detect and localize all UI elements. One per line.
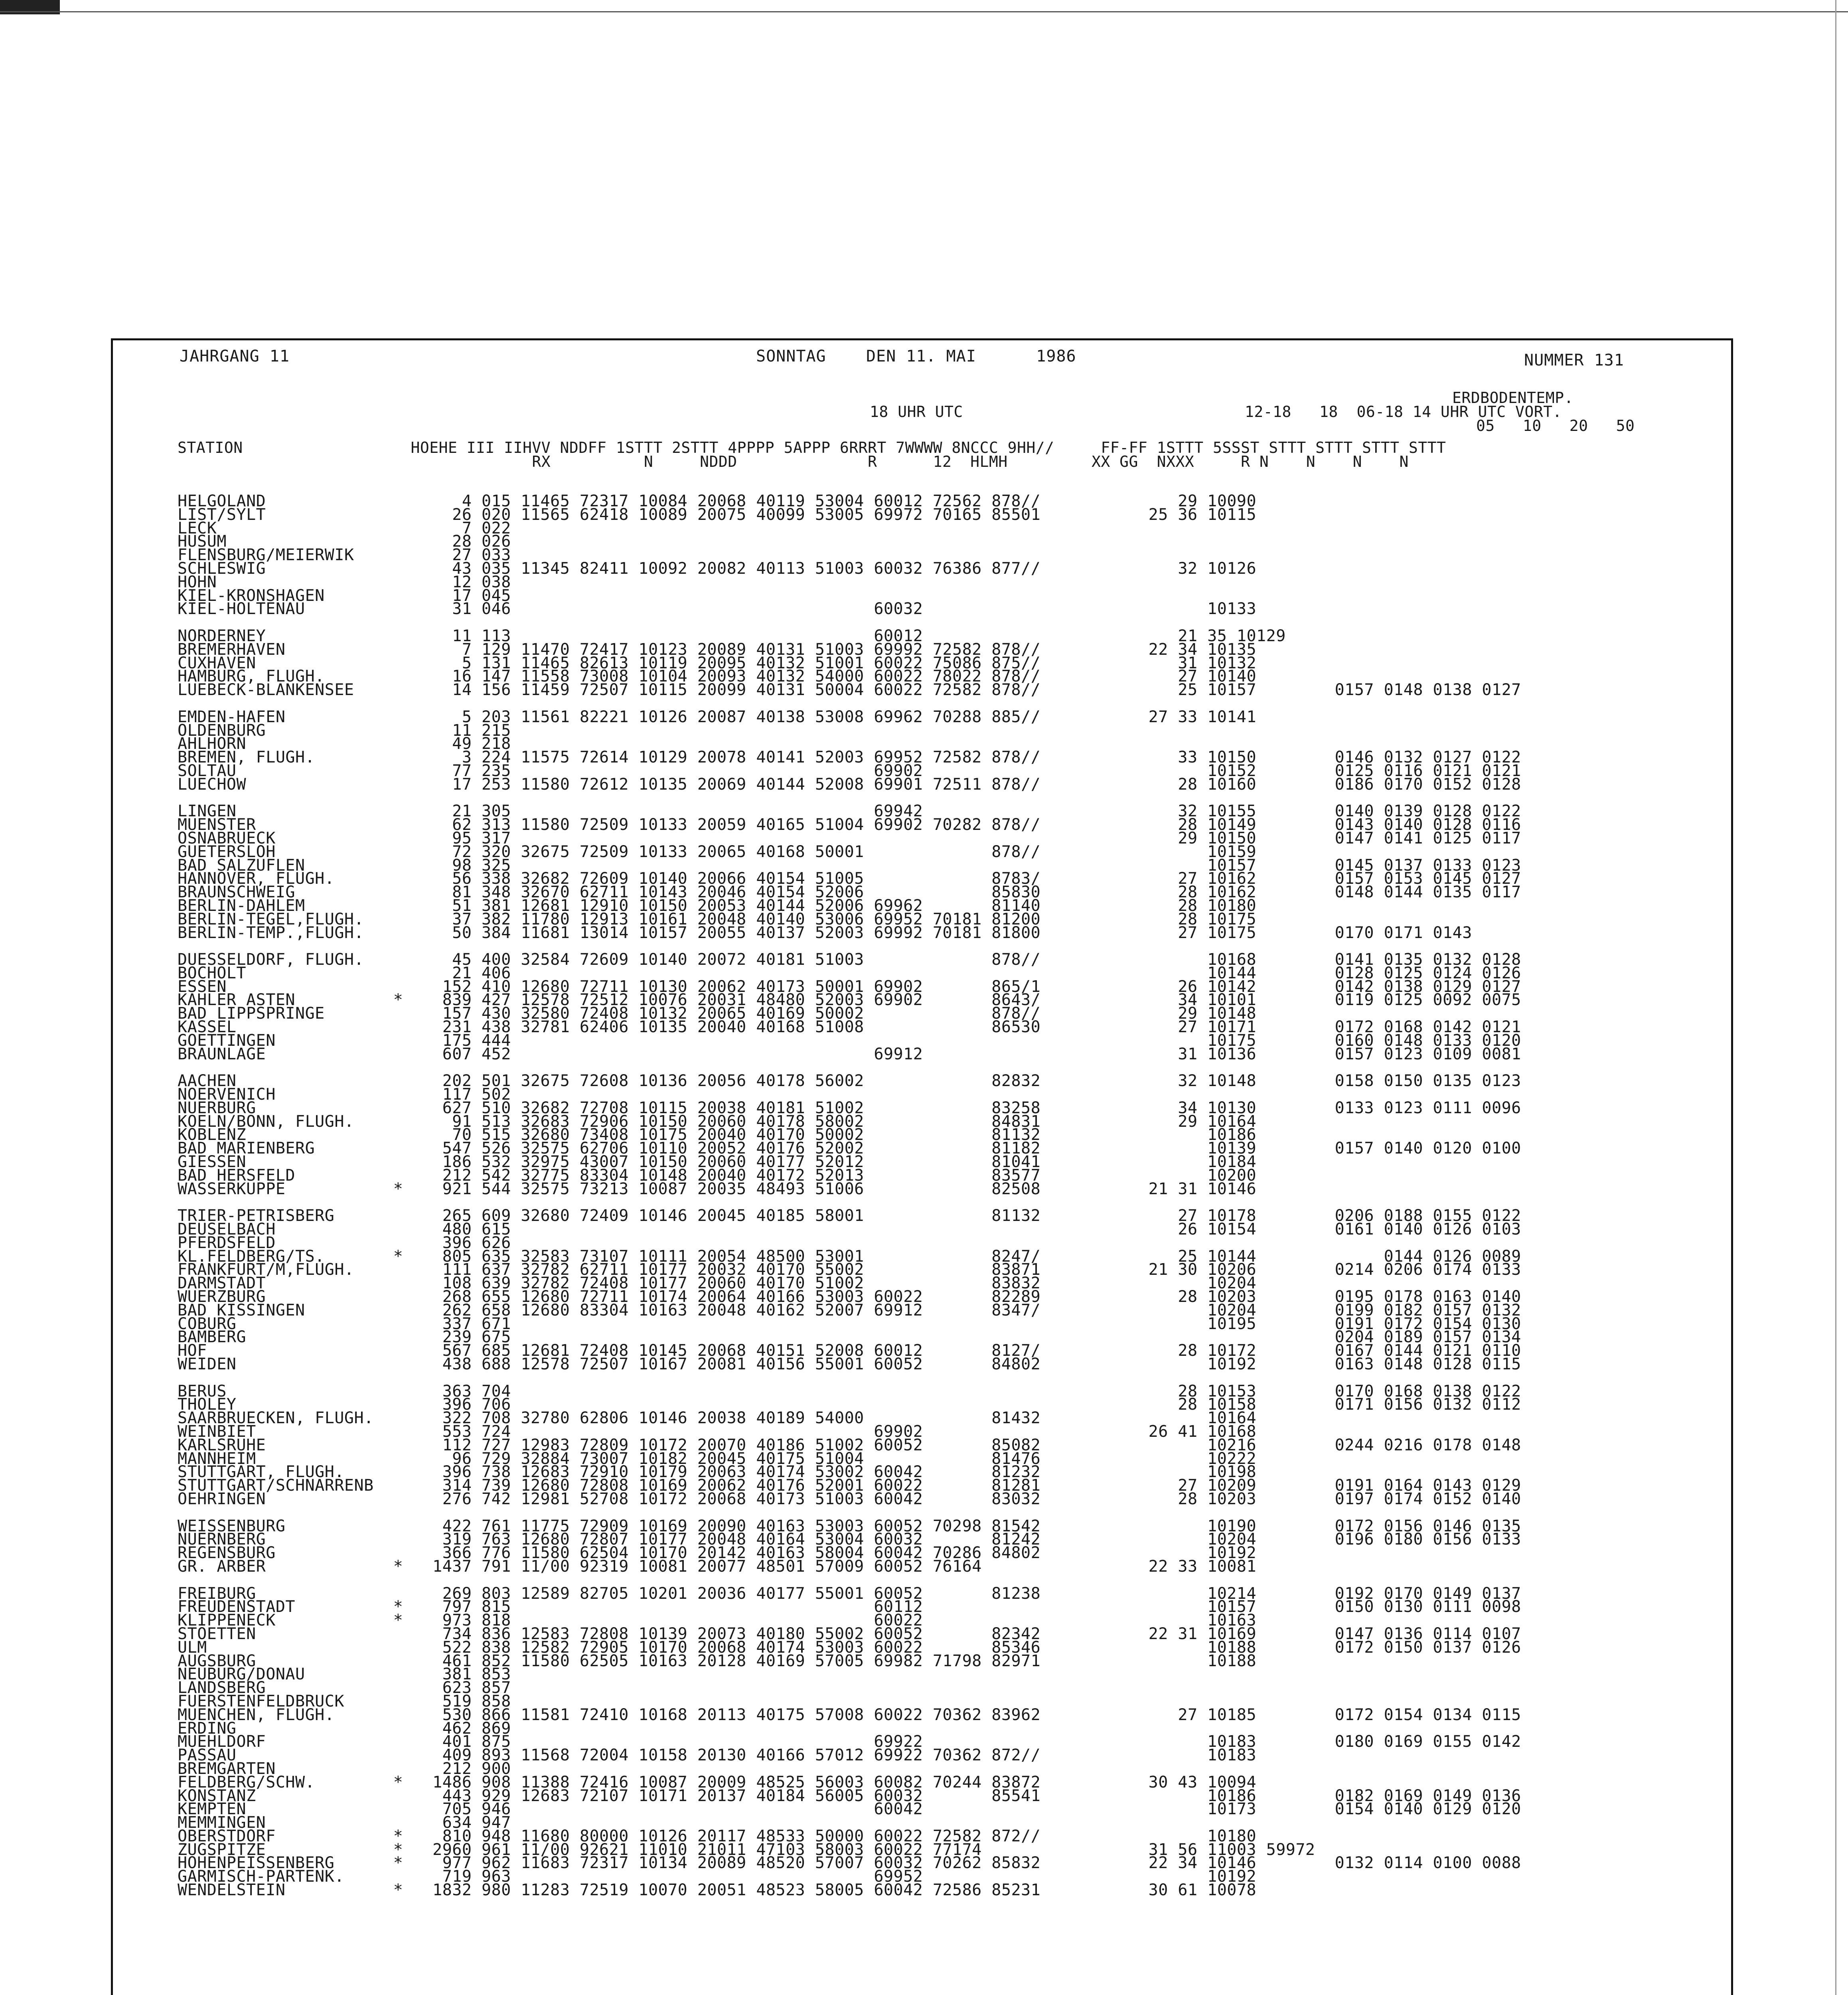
- station-row: NOERVENICH 117 502: [178, 1085, 511, 1104]
- station-row: MUEHLDORF 401 875 69922 10183 0180 0169 0155 0142: [178, 1732, 1521, 1751]
- station-row: BERUS 363 704 28 10153 0170 0168 0138 0122: [178, 1382, 1521, 1400]
- station-row: GR. ARBER * 1437 791 11/00 92319 10081 20077 48501 57009 60052 76164 22 33 10081: [178, 1557, 1257, 1576]
- station-table: [178, 492, 1521, 1900]
- station-row: HAMBURG, FLUGH. 16 147 11558 73008 10104 20093 40132 54000 60022 78022 878// 27 10140: [178, 667, 1257, 686]
- station-row: BAD LIPPSPRINGE 157 430 32580 72408 10132 20065 40169 50002 878// 29 10148: [178, 1004, 1257, 1023]
- station-row: KLIPPENECK * 973 818 60022 10163: [178, 1611, 1257, 1630]
- station-row: DARMSTADT 108 639 32782 72408 10177 20060 40170 51002 83832 10204: [178, 1274, 1257, 1293]
- station-row: SCHLESWIG 43 035 11345 82411 10092 20082 40113 51003 60032 76386 877// 32 10126: [178, 559, 1257, 578]
- station-row: WUERZBURG 268 655 12680 72711 10174 20064 40166 53003 60022 82289 28 10203 0195 0178 0163 0140: [178, 1288, 1521, 1306]
- station-row: KARLSRUHE 112 727 12983 72809 10172 20070 40186 51002 60052 85082 10216 0244 0216 0178 0148: [178, 1436, 1521, 1454]
- station-row: BERLIN-TEGEL,FLUGH. 37 382 11780 12913 10161 20048 40140 53006 69952 70181 81200 28 10175: [178, 910, 1257, 928]
- station-row: WASSERKUPPE * 921 544 32575 73213 10087 20035 48493 51006 82508 21 31 10146: [178, 1179, 1257, 1198]
- station-row: KOBLENZ 70 515 32680 73408 10175 20040 40170 50002 81132 10186: [178, 1126, 1257, 1144]
- station-row: LUEBECK-BLANKENSEE 14 156 11459 72507 10115 20099 40131 50004 60022 72582 878// 25 10157 0157 0148 0138 0127: [178, 681, 1521, 699]
- station-row: SOLTAU 77 235 69902 10152 0125 0116 0121 0121: [178, 761, 1521, 780]
- station-row: GUETERSLOH 72 320 32675 72509 10133 20065 40168 50001 878// 10159: [178, 842, 1257, 861]
- station-row: THOLEY 396 706 28 10158 0171 0156 0132 0112: [178, 1395, 1521, 1414]
- column-subcodes-header: RX N NDDD R 12 HLMH XX GG NXXX R N N N N: [178, 453, 1409, 470]
- utc18-header: 18 UHR UTC: [870, 403, 963, 421]
- station-row: LIST/SYLT 26 020 11565 62418 10089 20075 40099 53005 69972 70165 85501 25 36 10115: [178, 505, 1257, 524]
- station-row: BREMGARTEN 212 900: [178, 1759, 511, 1778]
- station-row: EMDEN-HAFEN 5 203 11561 82221 10126 20087 40138 53008 69962 70288 885// 27 33 10141: [178, 707, 1257, 726]
- station-row: WEINBIET 553 724 69902 26 41 10168: [178, 1422, 1257, 1441]
- station-row: GARMISCH-PARTENK. 719 963 69952 10192: [178, 1867, 1257, 1886]
- station-row: LINGEN 21 305 69942 32 10155 0140 0139 0128 0122: [178, 802, 1521, 821]
- station-row: OSNABRUECK 95 317 29 10150 0147 0141 0125 0117: [178, 829, 1521, 847]
- station-row: BRAUNLAGE 607 452 69912 31 10136 0157 0123 0109 0081: [178, 1045, 1521, 1063]
- top-edge-rule: [0, 11, 1848, 12]
- station-row: ZUGSPITZE * 2960 961 11/00 92621 11010 21011 47103 58003 60022 77174 31 56 11003 59972: [178, 1840, 1315, 1859]
- station-row: FLENSBURG/MEIERWIK 27 033: [178, 546, 511, 565]
- issue-number: NUMMER 131: [1524, 351, 1624, 369]
- right-edge-rule: [1835, 0, 1836, 1995]
- station-row: BAD KISSINGEN 262 658 12680 83304 10163 20048 40162 52007 69912 8347/ 10204 0199 0182 0157 0132: [178, 1301, 1521, 1319]
- station-row: BAD HERSFELD 212 542 32775 83304 10148 20040 40172 52013 83577 10200: [178, 1166, 1257, 1185]
- station-row: KL.FELDBERG/TS. * 805 635 32583 73107 10111 20054 48500 53001 8247/ 25 10144 0144 0126 0089: [178, 1247, 1521, 1266]
- station-row: HOHENPEISSENBERG * 977 962 11683 72317 10134 20089 48520 57007 60032 70262 85832 22 34 10146 0132 0114 0100 0088: [178, 1854, 1521, 1873]
- station-row: KAHLER ASTEN * 839 427 12578 72512 10076 20031 48480 52003 69902 8643/ 34 10101 0119 0125 0092 0075: [178, 991, 1521, 1009]
- station-row: HOHN 12 038: [178, 573, 511, 591]
- depth-header: 05 10 20 50: [1476, 417, 1635, 435]
- station-row: MANNHEIM 96 729 32884 73007 10182 20045 40175 51004 81476 10222: [178, 1449, 1257, 1468]
- station-row: SAARBRUECKEN, FLUGH. 322 708 32780 62806 10146 20038 40189 54000 81432 10164: [178, 1409, 1257, 1428]
- station-row: MUENSTER 62 313 11580 72509 10133 20059 40165 51004 69902 70282 878// 28 10149 0143 0140 0128 0116: [178, 816, 1521, 834]
- station-row: LECK 7 022: [178, 519, 511, 537]
- station-row: BAD MARIENBERG 547 526 32575 62706 10110 20052 40176 52002 81182 10139 0157 0140 0120 0100: [178, 1139, 1521, 1158]
- station-row: PFERDSFELD 396 626: [178, 1233, 511, 1252]
- station-row: KONSTANZ 443 929 12683 72107 10171 20137 40184 56005 60032 85541 10186 0182 0169 0149 0136: [178, 1786, 1521, 1805]
- station-row: GOETTINGEN 175 444 10175 0160 0148 0133 0120: [178, 1031, 1521, 1050]
- station-row: ULM 522 838 12582 72905 10170 20068 40174 53003 60022 85346 10188 0172 0150 0137 0126: [178, 1638, 1521, 1657]
- station-row: AHLHORN 49 218: [178, 735, 511, 753]
- station-row: CUXHAVEN 5 131 11465 82613 10119 20095 40132 51001 60022 75086 875// 31 10132: [178, 654, 1257, 672]
- station-row: STUTTGART, FLUGH. 396 738 12683 72910 10179 20063 40174 53002 60042 81232 10198: [178, 1463, 1257, 1481]
- station-row: FREIBURG 269 803 12589 82705 10201 20036 40177 55001 60052 81238 10214 0192 0170 0149 0137: [178, 1584, 1521, 1603]
- station-row: OLDENBURG 11 215: [178, 721, 511, 740]
- station-row: KASSEL 231 438 32781 62406 10135 20040 40168 51008 86530 27 10171 0172 0168 0142 0121: [178, 1018, 1521, 1037]
- station-row: BERLIN-DAHLEM 51 381 12681 12910 10150 20053 40144 52006 69962 81140 28 10180: [178, 896, 1257, 915]
- right-period-header: 12-18 18 06-18 14 UHR UTC VORT.: [1245, 403, 1562, 421]
- station-row: TRIER-PETRISBERG 265 609 32680 72409 10146 20045 40185 58001 81132 27 10178 0206 0188 0155 0122: [178, 1207, 1521, 1225]
- station-row: REGENSBURG 366 776 11580 62504 10170 20142 40163 58004 60042 70286 84802 10192: [178, 1544, 1257, 1562]
- jahrgang-label: JAHRGANG 11: [180, 347, 290, 365]
- date-line: SONNTAG DEN 11. MAI 1986: [756, 347, 1076, 365]
- station-row: ERDING 462 869: [178, 1719, 511, 1738]
- station-row: HOF 567 685 12681 72408 10145 20068 40151 52008 60012 8127/ 28 10172 0167 0144 0121 0110: [178, 1341, 1521, 1360]
- station-row: PASSAU 409 893 11568 72004 10158 20130 40166 57012 69922 70362 872// 10183: [178, 1746, 1257, 1765]
- station-row: FRANKFURT/M,FLUGH. 111 637 32782 62711 10177 20032 40170 55002 83871 21 30 10206 0214 0206 0174 0133: [178, 1260, 1521, 1279]
- station-row: BERLIN-TEMP.,FLUGH. 50 384 11681 13014 10157 20055 40137 52003 69992 70181 81800 27 10175 0170 0171 0143: [178, 923, 1472, 942]
- erdbodentemp-header: ERDBODENTEMP.: [1452, 389, 1574, 407]
- station-row: MUENCHEN, FLUGH. 530 866 11581 72410 10168 20113 40175 57008 60022 70362 83962 27 10185 0172 0154 0134 0115: [178, 1705, 1521, 1724]
- station-row: FELDBERG/SCHW. * 1486 908 11388 72416 10087 20009 48525 56003 60082 70244 83872 30 43 10094: [178, 1773, 1257, 1792]
- station-row: STUTTGART/SCHNARRENB 314 739 12680 72808 10169 20062 40176 52001 60022 81281 27 10209 0191 0164 0143 0129: [178, 1476, 1521, 1495]
- station-row: STOETTEN 734 836 12583 72808 10139 20073 40180 55002 60052 82342 22 31 10169 0147 0136 0114 0107: [178, 1624, 1521, 1643]
- station-row: KIEL-HOLTENAU 31 046 60032 10133: [178, 600, 1257, 618]
- station-row: WEIDEN 438 688 12578 72507 10167 20081 40156 55001 60052 84802 10192 0163 0148 0128 0115: [178, 1355, 1521, 1373]
- station-row: BAMBERG 239 675 0204 0189 0157 0134: [178, 1328, 1521, 1347]
- station-row: BREMERHAVEN 7 129 11470 72417 10123 20089 40131 51003 69992 72582 878// 22 34 10135: [178, 640, 1257, 659]
- station-row: OEHRINGEN 276 742 12981 52708 10172 20068 40173 51003 60042 83032 28 10203 0197 0174 0152 0140: [178, 1489, 1521, 1508]
- station-row: BAD SALZUFLEN 98 325 10157 0145 0137 0133 0123: [178, 856, 1521, 875]
- station-row: HANNOVER, FLUGH. 56 338 32682 72609 10140 20066 40154 51005 8783/ 27 10162 0157 0153 0145 0127: [178, 869, 1521, 888]
- station-row: KEMPTEN 705 946 60042 10173 0154 0140 0129 0120: [178, 1800, 1521, 1819]
- station-row: NUERNBERG 319 763 12680 72807 10177 20048 40164 53004 60032 81242 10204 0196 0180 0156 0133: [178, 1530, 1521, 1549]
- station-row: BRAUNSCHWEIG 81 348 32670 62711 10143 20046 40154 52006 85830 28 10162 0148 0144 0135 0117: [178, 883, 1521, 902]
- station-row: NORDERNEY 11 113 60012 21 35 10129: [178, 626, 1286, 645]
- station-row: DEUSELBACH 480 615 26 10154 0161 0140 0126 0103: [178, 1220, 1521, 1239]
- station-row: WEISSENBURG 422 761 11775 72909 10169 20090 40163 53003 60052 70298 81542 10190 0172 0156 0146 0135: [178, 1517, 1521, 1535]
- station-row: LANDSBERG 623 857: [178, 1679, 511, 1697]
- station-row: AACHEN 202 501 32675 72608 10136 20056 40178 56002 82832 32 10148 0158 0150 0135 0123: [178, 1072, 1521, 1090]
- station-row: LUECHOW 17 253 11580 72612 10135 20069 40144 52008 69901 72511 878// 28 10160 0186 0170 0152 0128: [178, 775, 1521, 794]
- station-row: BOCHOLT 21 406 10144 0128 0125 0124 0126: [178, 964, 1521, 982]
- station-row: FUERSTENFELDBRUCK 519 858: [178, 1692, 511, 1711]
- station-row: GIESSEN 186 532 32975 43007 10150 20060 40177 52012 81041 10184: [178, 1153, 1257, 1171]
- station-row: COBURG 337 671 10195 0191 0172 0154 0130: [178, 1314, 1521, 1333]
- station-row: HUSUM 28 026: [178, 532, 511, 551]
- station-row: KOELN/BONN, FLUGH. 91 513 32683 72906 10150 20060 40178 58002 84831 29 10164: [178, 1112, 1257, 1131]
- station-row: DUESSELDORF, FLUGH. 45 400 32584 72609 10140 20072 40181 51003 878// 10168 0141 0135 0132 0128: [178, 950, 1521, 969]
- station-row: ESSEN 152 410 12680 72711 10130 20062 40173 50001 69902 865/1 26 10142 0142 0138 0129 0127: [178, 977, 1521, 996]
- station-row: FREUDENSTADT * 797 815 60112 10157 0150 0130 0111 0098: [178, 1598, 1521, 1616]
- station-row: AUGSBURG 461 852 11580 62505 10163 20128 40169 57005 69982 71798 82971 10188: [178, 1651, 1257, 1670]
- station-row: BREMEN, FLUGH. 3 224 11575 72614 10129 20078 40141 52003 69952 72582 878// 33 10150 0146 0132 0127 0122: [178, 748, 1521, 767]
- station-row: NEUBURG/DONAU 381 853: [178, 1665, 511, 1684]
- column-codes-header: STATION HOEHE III IIHVV NDDFF 1STTT 2STTT 4PPPP 5APPP 6RRRT 7WWWW 8NCCC 9HH// FF-FF 1STTT 5SSST STTT STTT STTT STTT: [178, 439, 1446, 456]
- station-row: MEMMINGEN 634 947: [178, 1813, 511, 1832]
- station-row: OBERSTDORF * 810 948 11680 80000 10126 20117 48533 50000 60022 72582 872// 10180: [178, 1827, 1257, 1845]
- station-row: HELGOLAND 4 015 11465 72317 10084 20068 40119 53004 60012 72562 878// 29 10090: [178, 492, 1257, 510]
- station-row: WENDELSTEIN * 1832 980 11283 72519 10070 20051 48523 58005 60042 72586 85231 30 61 10078: [178, 1881, 1257, 1900]
- station-row: NUERBURG 627 510 32682 72708 10115 20038 40181 51002 83258 34 10130 0133 0123 0111 0096: [178, 1098, 1521, 1117]
- station-row: KIEL-KRONSHAGEN 17 045: [178, 586, 511, 605]
